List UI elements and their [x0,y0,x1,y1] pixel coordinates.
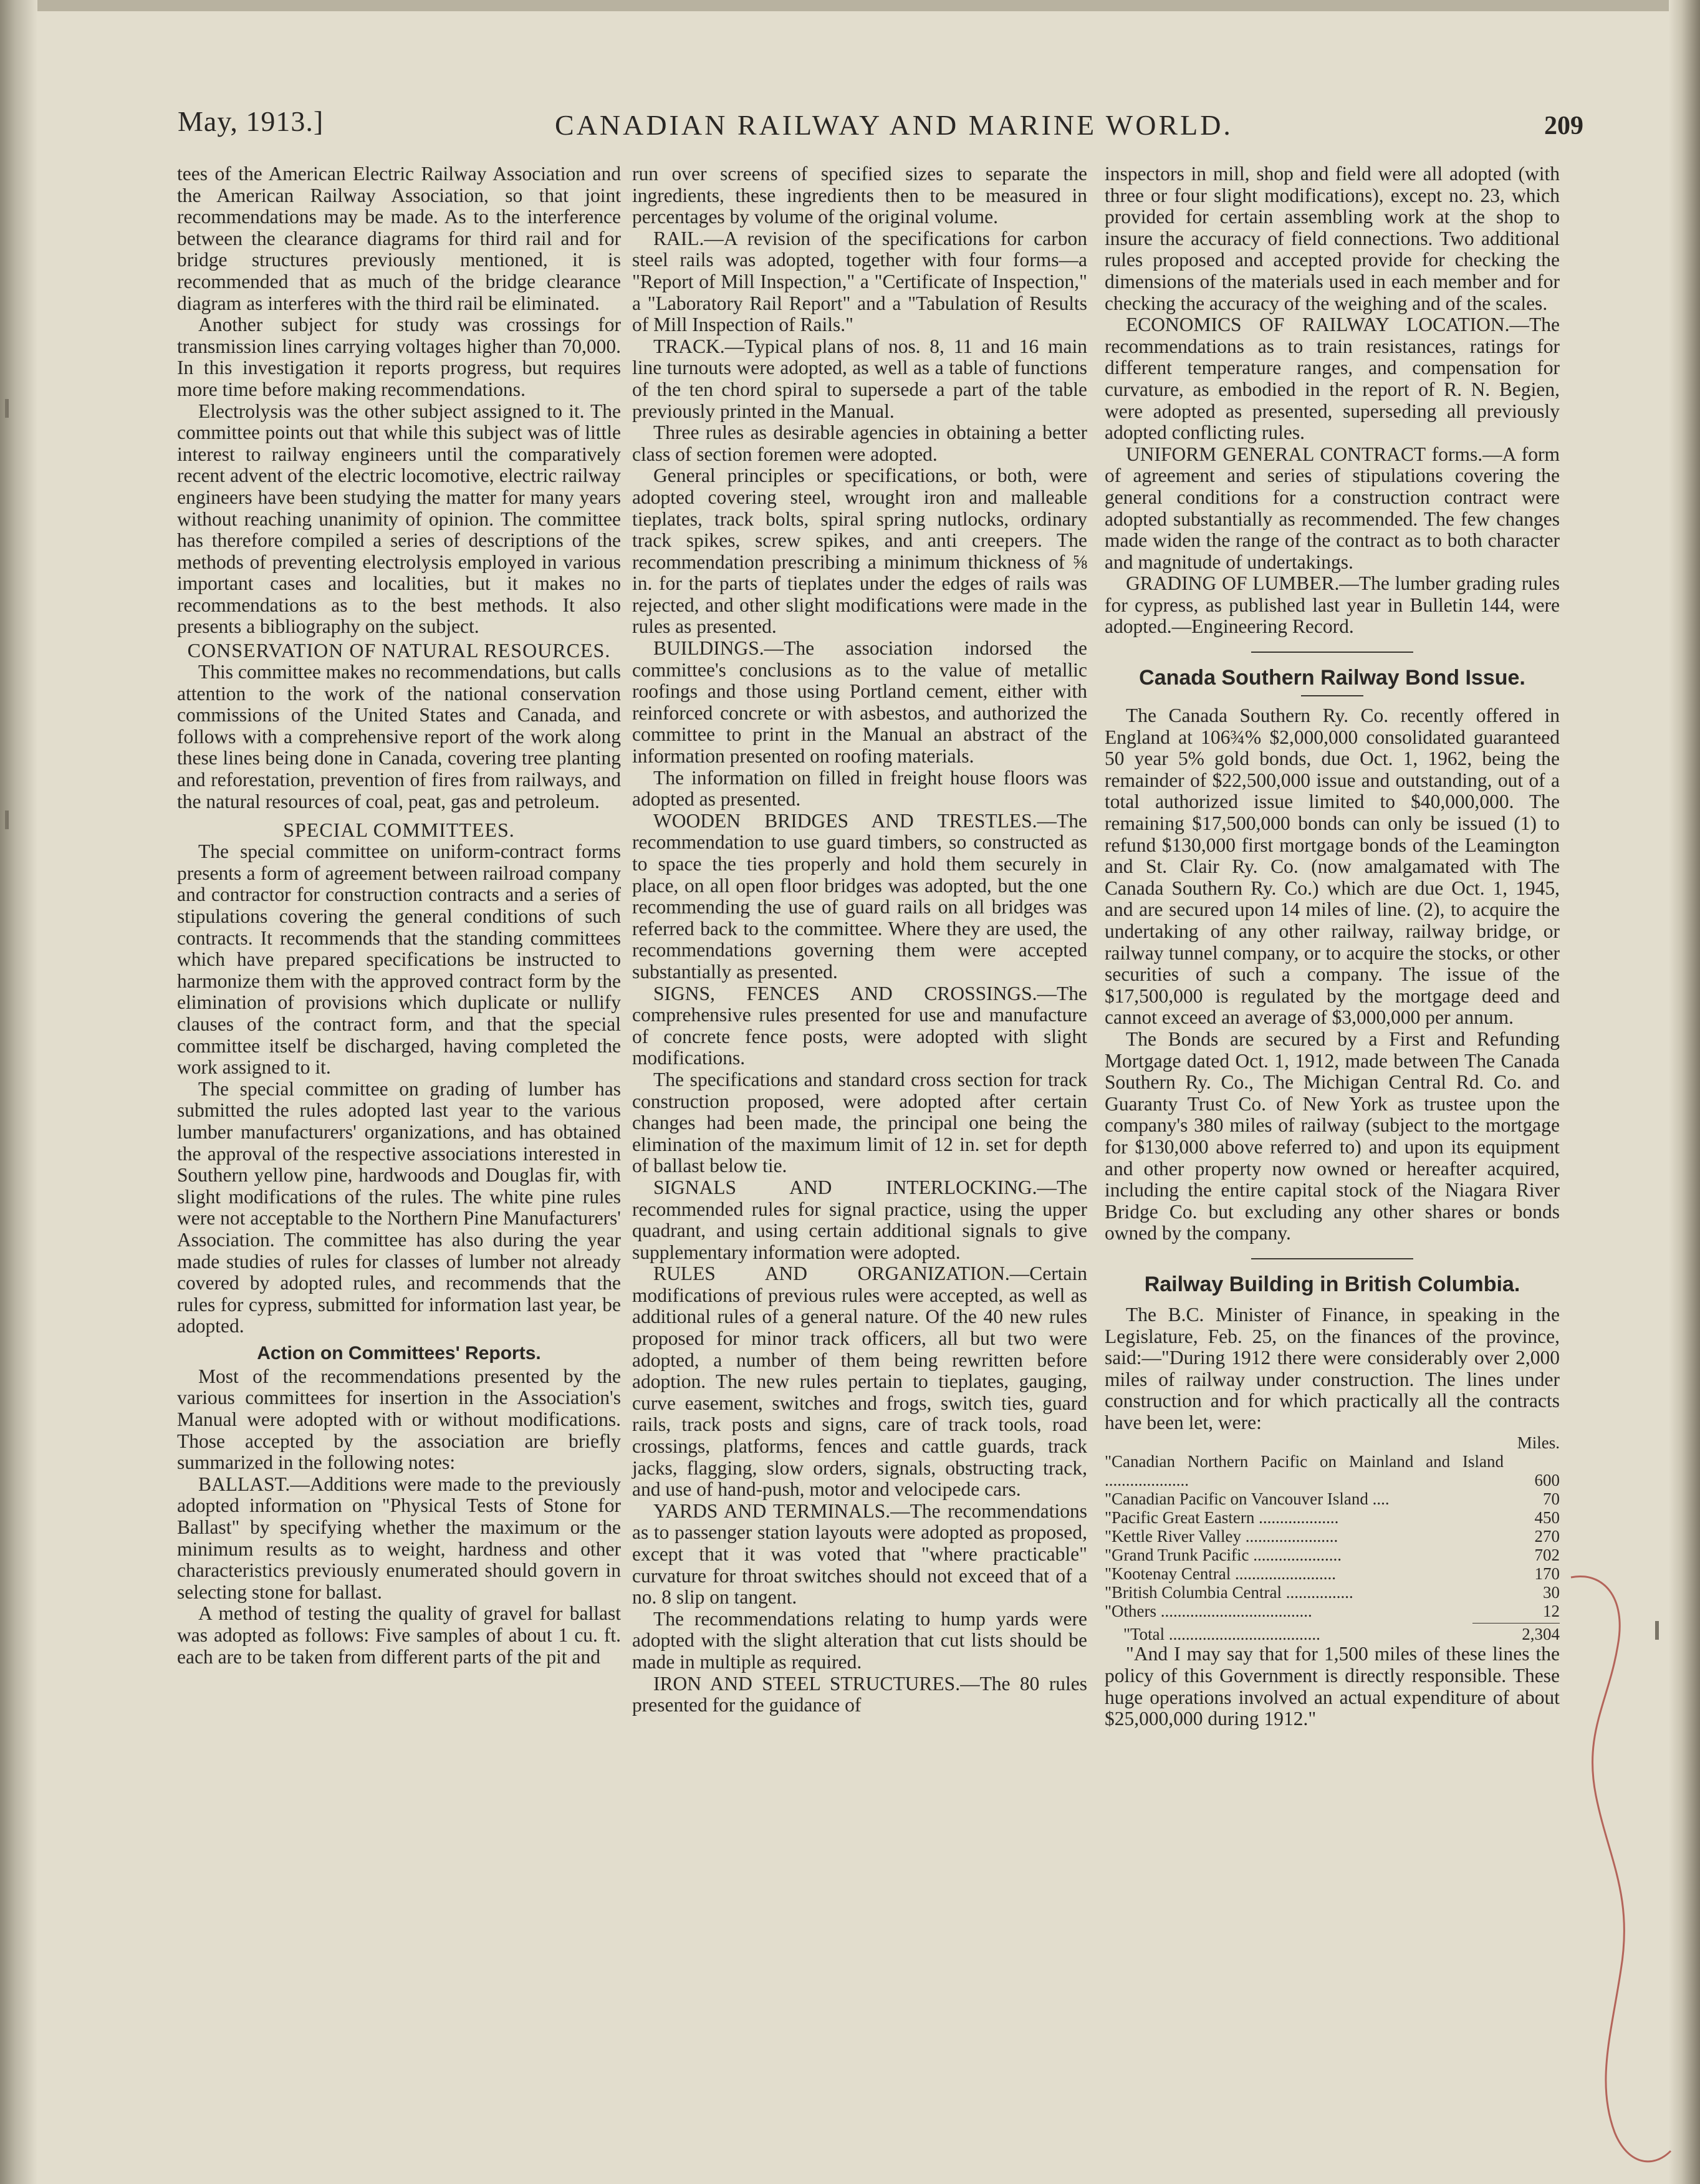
railway-line-miles: 170 [1534,1564,1560,1584]
table-row [1105,1452,1560,1489]
table-row [1105,1583,1560,1602]
title-underline [1301,695,1363,696]
section-heading: SPECIAL COMMITTEES. [283,819,515,842]
paragraph: YARDS AND TERMINALS.—The recommendations as to passenger station layouts were adopted as proposed, except that it was voted that "where practicable" curvature for throat switches should not exceed that of a no. 8 slip on tangent. [632,1499,1087,1609]
table-row [1105,1489,1560,1508]
mileage-total [1105,1625,1560,1643]
railway-line-miles: 12 [1543,1602,1560,1621]
table-row [1105,1508,1560,1527]
paragraph: Another subject for study was crossings for transmission lines carrying voltages higher than 70,000. In this investigation it reports progress, but requires more time before making recommendations. [177,314,621,400]
paragraph: The Canada Southern Ry. Co. recently offered in England at 106¾% $2,000,000 consolidated guaranteed 50 year 5% gold bonds, due Oct. 1, 1962, being the remainder of $22,500,000 issue and outstanding, out of a total authorized issue limited to $40,000,000. The remaining $17,500,000 bonds can only be issued (1) to refund $130,000 first mortgage bonds of the Leamington and St. Clair Ry. Co. (now amalgamated with The Canada Southern Ry. Co.) which are due Oct. 1, 1945, and are secured upon 14 miles of line. (2), to acquire the undertaking of any other railway, railway bridge, or railway tunnel company, or to acquire the stocks, or other securities of such a company. The issue of the $17,500,000 is regulated by the mortgage deed and cannot exceed an average of $3,000,000 per annum. [1105,705,1560,1029]
paragraph: The B.C. Minister of Finance, in speaking in the Legislature, Feb. 25, on the finances of the province, said:—"During 1912 there were considerably over 2,000 miles of railway under construction. The lines under construction and for which practically all the contracts have been let, were: [1105,1303,1560,1433]
paragraph: GRADING OF LUMBER.—The lumber grading rules for cypress, as published last year in Bulletin 144, were adopted.—Engineering Record. [1105,572,1560,638]
railway-line-name: "Kootenay Central ........................ [1105,1564,1336,1584]
paragraph: ECONOMICS OF RAILWAY LOCATION.—The recommendations as to train resistances, ratings for different temperature ranges, and compensation for curvature, as embodied in the report of R. N. Begien, were adopted as presented, superseding all previously adopted conflicting rules. [1105,314,1560,444]
paragraph: The information on filled in freight house floors was adopted as presented. [632,766,1087,811]
publication-title: CANADIAN RAILWAY AND MARINE WORLD. [555,109,1233,141]
article-title: Canada Southern Railway Bond Issue. [1139,666,1525,690]
paragraph: This committee makes no recommendations, but calls attention to the work of the national conservation commissions of the United States and Canada, and follows with a comprehensive report of the work along these lines being done in Canada, covering tree planting and reforestation, prevention of fires from railways, and the natural resources of coal, peat, gas and petroleum. [177,661,621,812]
railway-line-miles: 270 [1534,1527,1560,1546]
paragraph: A method of testing the quality of gravel for ballast was adopted as follows: Five samples of about 1 cu. ft. each are to be taken from different parts of the pit and [177,1602,621,1668]
subheading: Action on Committees' Reports. [257,1342,541,1364]
margin-mark [5,811,9,829]
railway-line-miles: 450 [1534,1508,1560,1527]
running-header [156,105,1583,155]
paragraph: SIGNALS AND INTERLOCKING.—The recommended rules for signal practice, using the upper quadrant, and using certain additional signals to give supplementary information were adopted. [632,1176,1087,1263]
margin-mark [5,399,9,418]
paragraph: BUILDINGS.—The association indorsed the committee's conclusions as to the value of metallic roofings and those using Portland cement, either with reinforced concrete or with asbestos, and authorized the committee to print in the Manual an abstract of the information presented on roofing materials. [632,637,1087,767]
railway-line-miles: 70 [1543,1489,1560,1509]
section-divider [1251,1258,1413,1259]
column-3 [1105,163,1560,1730]
pencil-annotation [1558,1571,1696,2182]
railway-line-name: "Kettle River Valley ...................... [1105,1527,1338,1546]
section-divider [1251,652,1413,653]
paragraph: The recommendations relating to hump yards were adopted with the slight alteration that cut lists should be made in multiple as required. [632,1607,1087,1673]
paragraph: General principles or specifications, or both, were adopted covering steel, wrought iron and malleable tieplates, track bolts, spiral spring nutlocks, ordinary track spikes, screw spikes, and anti creepers. The recommendation prescribing a minimum thickness of ⅝ in. for the parts of tieplates under the edges of rails was rejected, and other slight modifications were made in the rules as presented. [632,464,1087,638]
table-row [1105,1564,1560,1583]
railway-line-miles: 30 [1543,1583,1560,1602]
railway-line-name: "Canadian Northern Pacific on Mainland and Island .................... [1105,1452,1504,1490]
issue-date: May, 1913.] [178,105,324,137]
paragraph: TRACK.—Typical plans of nos. 8, 11 and 16 main line turnouts were adopted, as well as a table of functions of the ten chord spiral to supersede a part of the table previously printed in the Manual. [632,335,1087,422]
paragraph: inspectors in mill, shop and field were all adopted (with three or four slight modifications), except no. 23, which provided for certain assembling work at the shop to insure the accuracy of field connections. Two additional rules proposed and accepted provide for checking the dimensions of the materials used in each member and for checking the accuracy of the weighing and of the scales. [1105,163,1560,314]
table-row [1105,1546,1560,1564]
column-2 [632,163,1087,1716]
paragraph: WOODEN BRIDGES AND TRESTLES.—The recommendation to use guard timbers, so constructed as to space the ties properly and hold them securely in place, on all open floor bridges was adopted, but the one recommending the use of guard rails on all bridges was referred back to the committee. Where they are used, the recommendations governing them were accepted substantially as presented. [632,809,1087,983]
article-title: Railway Building in British Columbia. [1144,1272,1520,1296]
total-rule [1472,1623,1560,1624]
paragraph: IRON AND STEEL STRUCTURES.—The 80 rules presented for the guidance of [632,1672,1087,1716]
railway-line-name: "Grand Trunk Pacific ..................... [1105,1546,1342,1565]
paragraph: BALLAST.—Additions were made to the previously adopted information on "Physical Tests of Stone for Ballast" by specifying whether the maximum or the minimum results as to weight, hardness and other characteristics previously enumerated should govern in selecting stone for ballast. [177,1473,621,1603]
miles-column-label: Miles. [1517,1433,1560,1453]
paragraph: Electrolysis was the other subject assigned to it. The committee points out that while this subject was of little interest to railway engineers until the comparatively recent advent of the electric locomotive, electric railway engineers have been studying the matter for many years without reaching unanimity of opinion. The committee has therefore compiled a series of descriptions of the methods of preventing electrolysis employed in various important cases and localities, but it makes no recommendations as to the best methods. It also presents a bibliography on the subject. [177,400,621,638]
paragraph: The special committee on uniform-contract forms presents a form of agreement between railroad company and contractor for construction contracts and a series of stipulations covering the general conditions of such contracts. It recommends that the standing committees which have prepared specifications be instructed to harmonize them with the approved contract form by the elimination of provisions which duplicate or nullify clauses of the contract form, and that the special committee itself be discharged, having completed the work assigned to it. [177,840,621,1079]
page-top-edge [0,0,1700,11]
paragraph: RULES AND ORGANIZATION.—Certain modifications of previous rules were accepted, as well as additional rules of a general nature. Of the 40 new rules proposed for minor track officers, all but two were adopted, a number of them being rewritten before adoption. The new rules pertain to tieplates, gauging, curve easement, switches and frogs, switch ties, guard rails, track posts and signs, care of track tools, road crossings, platforms, fences and cattle guards, track jacks, flagging, slow orders, signals, obstructing track, and use of hand-push, motor and velocipede cars. [632,1263,1087,1501]
railway-mileage-table [1105,1452,1560,1620]
paragraph: The special committee on grading of lumber has submitted the rules adopted last year to the various lumber manufacturers' organizations, and has obtained the approval of the respective associations interested in Southern yellow pine, hardwoods and Douglas fir, with slight modifications of the rules. The white pine rules were not acceptable to the Northern Pine Manufacturers' Association. The committee has also during the year made studies of rules for classes of lumber not already covered by adopted rules, and recommends that the rules for cypress, submitted for information last year, be adopted. [177,1077,621,1337]
binding-shadow [0,0,37,2184]
railway-line-name: "British Columbia Central ................ [1105,1583,1353,1602]
table-row [1105,1602,1560,1620]
paragraph: Three rules as desirable agencies in obtaining a better class of section foremen were adopted. [632,421,1087,465]
total-label: "Total .................................... [1123,1625,1320,1644]
table-row [1105,1527,1560,1546]
column-1 [177,163,621,1668]
paragraph: UNIFORM GENERAL CONTRACT forms.—A form of agreement and series of stipulations covering the general conditions for a construction contract were adopted substantially as recommended. The few changes made widen the range of the contract as to both character and magnitude of undertakings. [1105,443,1560,573]
paragraph: The Bonds are secured by a First and Refunding Mortgage dated Oct. 1, 1912, made between The Canada Southern Ry. Co., The Michigan Central Rd. Co. and Guaranty Trust Co. of New York as trustee upon the company's 380 miles of railway (subject to the mortgage for $130,000 above referred to) and upon its equipment and other property now owned or hereafter acquired, including the entire capital stock of the Niagara River Bridge Co. but excluding any other shares or bonds owned by the company. [1105,1027,1560,1244]
railway-line-miles: 702 [1534,1546,1560,1565]
railway-line-miles: 600 [1534,1471,1560,1490]
railway-line-name: "Pacific Great Eastern ................... [1105,1508,1339,1527]
paragraph: tees of the American Electric Railway Association and the American Railway Association, so that joint recommendations may be made. As to the interference between the clearance diagrams for third rail and for bridge structures previously mentioned, it is recommended that as much of the bridge clearance diagram as interferes with the third rail be eliminated. [177,163,621,314]
paragraph: RAIL.—A revision of the specifications for carbon steel rails was adopted, together with four forms—a "Report of Mill Inspection," a "Certificate of Inspection," a "Laboratory Rail Report" and a "Tabulation of Results of Mill Inspection of Rails." [632,227,1087,336]
total-value: 2,304 [1522,1625,1560,1644]
paragraph: "And I may say that for 1,500 miles of these lines the policy of this Government is directly responsible. These huge operations involved an actual expenditure of about $25,000,000 during 1912." [1105,1643,1560,1730]
page-number: 209 [1544,112,1583,140]
section-heading: CONSERVATION OF NATURAL RESOURCES. [187,639,611,662]
paragraph: Most of the recommendations presented by the various committees for insertion in the Association's Manual were adopted with or without modifications. Those accepted by the association are briefly summarized in the following notes: [177,1365,621,1474]
paragraph: SIGNS, FENCES AND CROSSINGS.—The comprehensive rules presented for use and manufacture of concrete fence posts, were adopted with slight modifications. [632,982,1087,1069]
railway-line-name: "Others .................................... [1105,1602,1312,1621]
paragraph: run over screens of specified sizes to separate the ingredients, these ingredients then to be measured in percentages by volume of the original volume. [632,163,1087,228]
railway-line-name: "Canadian Pacific on Vancouver Island .... [1105,1489,1390,1509]
paragraph: The specifications and standard cross section for track construction proposed, were adopted after certain changes had been made, the principal one being the elimination of the maximum limit of 12 in. set for depth of ballast below tie. [632,1068,1087,1177]
